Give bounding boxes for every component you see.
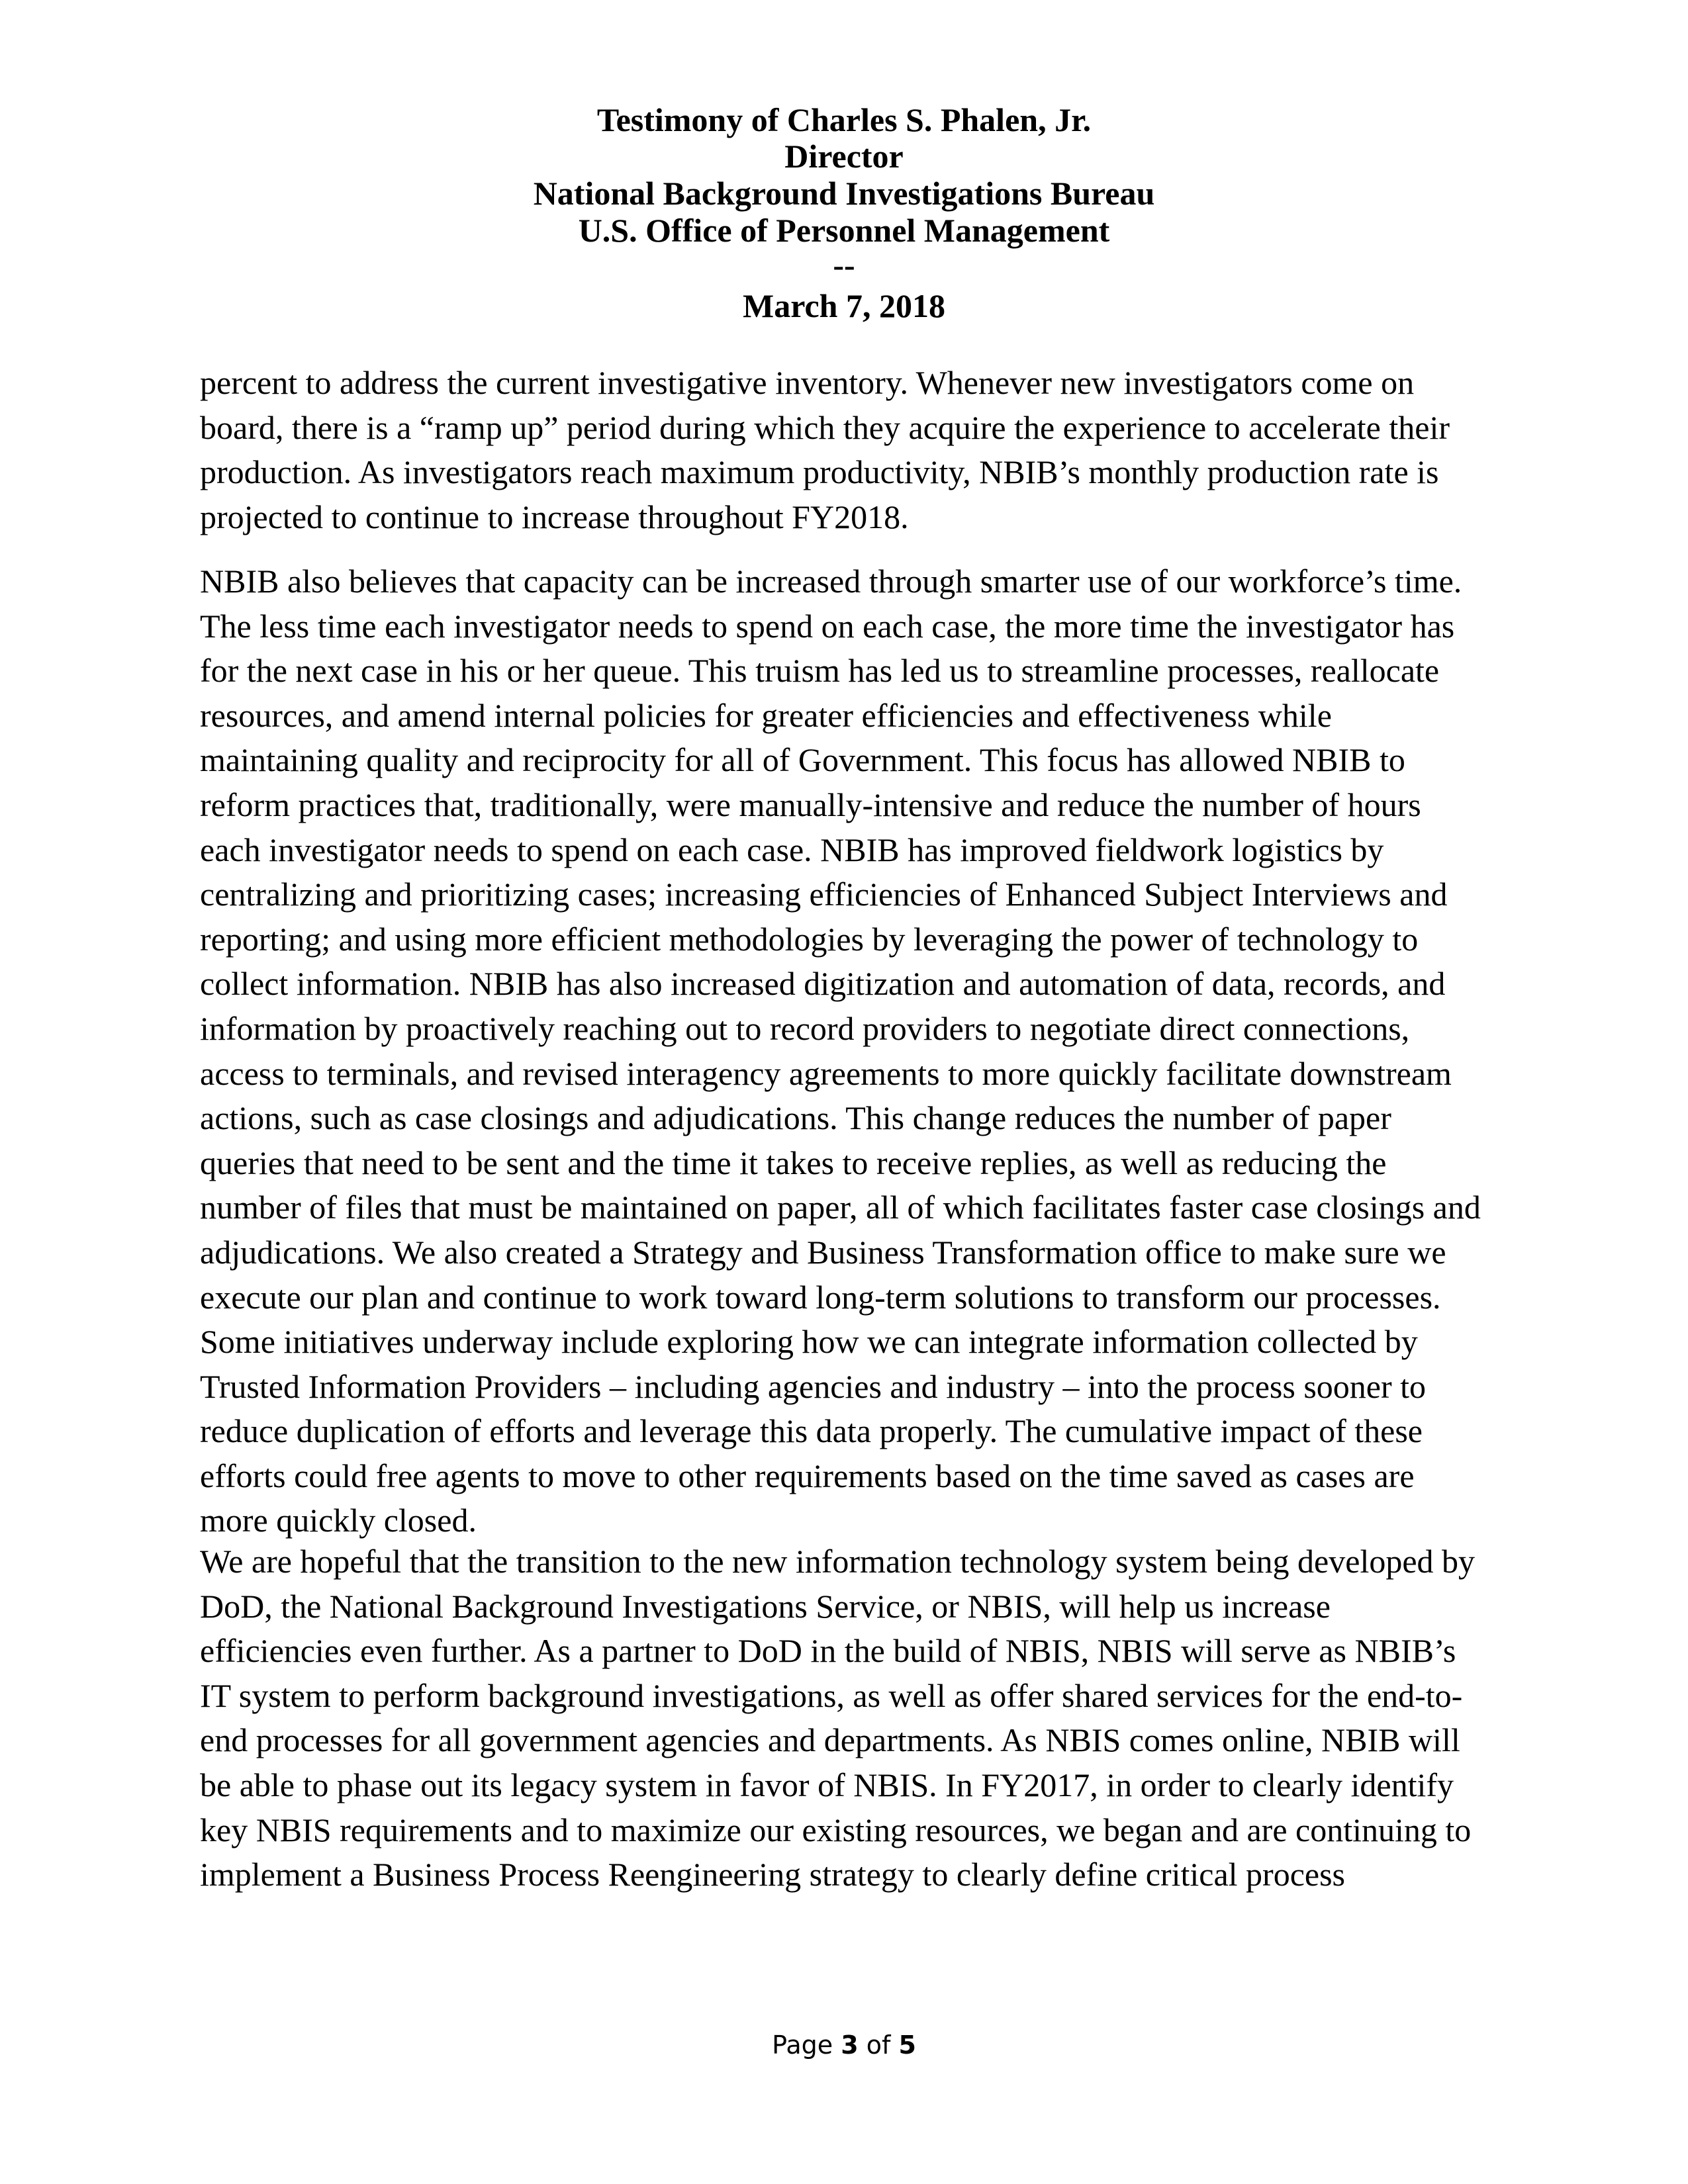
paragraph-2 [200, 559, 1524, 1543]
position-title: Director [784, 138, 904, 175]
text-line: centralizing and prioritizing cases; increasing efficiencies of Enhanced Subject Interviews and [200, 876, 1448, 913]
header-separator: -- [833, 246, 855, 283]
text-line: number of files that must be maintained on paper, all of which facilitates faster case closings and [200, 1189, 1481, 1226]
text-line: maintaining quality and reciprocity for all of Government. This focus has allowed NBIB to [200, 741, 1405, 779]
text-line: efforts could free agents to move to other requirements based on the time saved as cases are [200, 1457, 1415, 1494]
testimony-title: Testimony of Charles S. Phalen, Jr. [596, 101, 1092, 138]
text-line: resources, and amend internal policies for greater efficiencies and effectiveness while [200, 696, 1332, 734]
text-line: Some initiatives underway include exploring how we can integrate information collected by [200, 1323, 1418, 1361]
total-pages: 5 [898, 2030, 916, 2060]
text-line: actions, such as case closings and adjudications. This change reduces the number of paper [200, 1099, 1391, 1137]
text-line: more quickly closed. [200, 1502, 477, 1539]
text-line: reporting; and using more efficient methodologies by leveraging the power of technology to [200, 920, 1419, 958]
text-line: queries that need to be sent and the time it takes to receive replies, as well as reducing the [200, 1144, 1387, 1181]
text-line: end processes for all government agencies and departments. As NBIS comes online, NBIB will [200, 1721, 1460, 1759]
text-line: adjudications. We also created a Strategy and Business Transformation office to make sure we [200, 1233, 1446, 1271]
text-line: board, there is a “ramp up” period during which they acquire the experience to accelerate their [200, 408, 1450, 446]
text-line: percent to address the current investigative inventory. Whenever new investigators come on [200, 364, 1415, 401]
text-line: production. As investigators reach maximum productivity, NBIB’s monthly production rate is [200, 453, 1439, 491]
text-line: access to terminals, and revised interagency agreements to more quickly facilitate downstream [200, 1054, 1452, 1092]
page-number [0, 2030, 1688, 2060]
text-line: information by proactively reaching out to record providers to negotiate direct connections, [200, 1009, 1410, 1047]
text-line: be able to phase out its legacy system in favor of NBIS. In FY2017, in order to clearly identify [200, 1766, 1454, 1803]
text-line: each investigator needs to spend on each case. NBIB has improved fieldwork logistics by [200, 831, 1384, 868]
text-line: execute our plan and continue to work toward long-term solutions to transform our processes. [200, 1278, 1441, 1316]
text-line: key NBIS requirements and to maximize our existing resources, we began and are continuing to [200, 1811, 1472, 1848]
current-page: 3 [841, 2030, 859, 2060]
text-line: projected to continue to increase throughout FY2018. [200, 498, 909, 535]
text-line: The less time each investigator needs to spend on each case, the more time the investigator has [200, 607, 1455, 645]
text-line: NBIB also believes that capacity can be increased through smarter use of our workforce’s time. [200, 563, 1462, 600]
page-of-label: of [858, 2030, 899, 2060]
page-label: Page [772, 2030, 841, 2060]
office-name: U.S. Office of Personnel Management [578, 212, 1110, 249]
text-line: Trusted Information Providers – including agencies and industry – into the process sooner to [200, 1367, 1427, 1405]
bureau-name: National Background Investigations Bureau [533, 175, 1155, 212]
text-line: efficiencies even further. As a partner to DoD in the build of NBIS, NBIS will serve as NBIB’s [200, 1632, 1456, 1670]
text-line: collect information. NBIB has also increased digitization and automation of data, records, and [200, 965, 1446, 1003]
text-line: for the next case in his or her queue. This truism has led us to streamline processes, reallocate [200, 652, 1440, 690]
text-line: implement a Business Process Reengineering strategy to clearly define critical process [200, 1856, 1346, 1893]
text-line: reduce duplication of efforts and leverage this data properly. The cumulative impact of these [200, 1412, 1423, 1450]
text-line: DoD, the National Background Investigations Service, or NBIS, will help us increase [200, 1587, 1331, 1625]
text-line: reform practices that, traditionally, were manually-intensive and reduce the number of hours [200, 786, 1421, 823]
paragraph-1 [200, 361, 1524, 539]
text-line: We are hopeful that the transition to the new information technology system being developed by [200, 1543, 1476, 1580]
text-line: IT system to perform background investigations, as well as offer shared services for the end-to- [200, 1676, 1463, 1714]
testimony-date: March 7, 2018 [743, 287, 945, 324]
paragraph-3 [200, 1539, 1524, 1897]
